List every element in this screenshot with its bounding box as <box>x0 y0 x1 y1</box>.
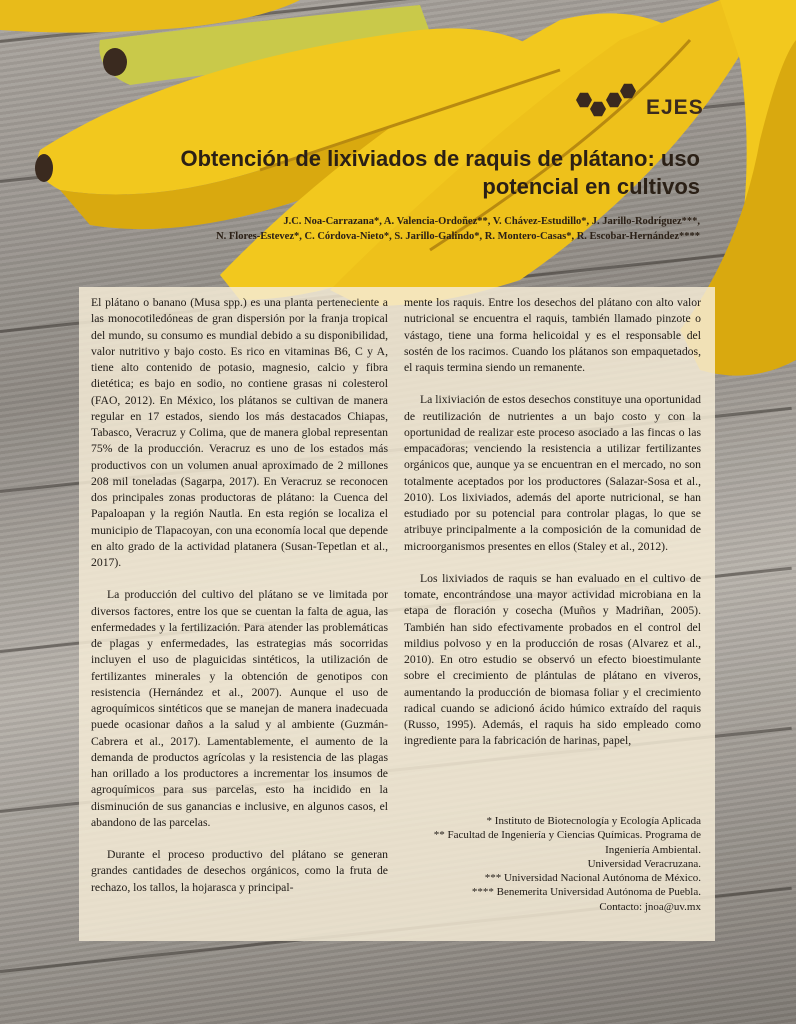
title-line: Obtención de lixiviados de raquis de plátano: uso <box>180 146 700 171</box>
hexagon-icon <box>576 92 592 108</box>
body-paragraph: El plátano o banano (Musa spp.) es una planta perteneciente a las monocotiledóneas de gran dispersión por la franja tropical del mundo, su consumo es mundial debido a su disponibilidad, valor nutritivo y bajo costo. Es rico en vitaminas B6, C y A, tiene alto contenido de potasio, magnesio, calcio y fibra dietética; es bajo en sodio, no contiene grasas ni colesterol (FAO, 2012). En México, los plátanos se cultivan de manera regular en 17 estados, siendo los más destacados Chiapas, Tabasco, Veracruz y Colima, que de manera global representan 75% de la producción. Veracruz es uno de los estados más productivos con un volumen anual aproximado de 2 millones 208 mil toneladas (Sagarpa, 2017). En Veracruz se reconocen dos principales zonas productoras de plátano: la Cuenca del Papaloapan y la región Nautla. En esta región se localiza el municipio de Tlapacoyan, con una economía local que depende en alto grado de la actividad platanera (Susan-Tepetlan et al., 2017). <box>91 296 388 569</box>
author-line: N. Flores-Estevez*, C. Córdova-Nieto*, S. Jarillo-Galindo*, R. Montero-Casas*, R. Escobar-Hernández**** <box>216 231 700 242</box>
affiliation-line: *** Universidad Nacional Autónoma de México. <box>484 872 701 885</box>
affiliation-line: Universidad Veracruzana. <box>587 857 701 870</box>
right-column <box>404 295 701 766</box>
left-column <box>91 295 388 912</box>
author-list <box>80 214 700 244</box>
affiliation-line: * Instituto de Biotecnología y Ecología Aplicada <box>486 815 701 827</box>
journal-logo <box>576 92 706 128</box>
body-paragraph: La lixiviación de estos desechos constituye una oportunidad de reutilización de nutrientes a un bajo costo y con la oportunidad de realizar este proceso asociado a las fincas o las empacadoras; venciendo la resistencia a utilizar fertilizantes orgánicos que, aunque ya se encuentran en el mercado, no son totalmente aceptados por los productores (Salazar-Sosa et al., 2010). Los lixiviados, además del aporte nutricional, se han estudiado por su potencial para controlar plagas, lo que se atribuye principalmente a la composición de la comunidad de microorganismos presentes en ellos (Staley et al., 2012). <box>404 393 701 553</box>
title-line: potencial en cultivos <box>482 174 700 199</box>
body-paragraph: Los lixiviados de raquis se han evaluado en el cultivo de tomate, encontrándose una mayor actividad microbiana en la etapa de floración y cosecha (Muños y Madriñan, 2005). También han sido efectivamente probados en el control del mildius polvoso y en la producción de rosas (Alvarez et al., 2010). En otro estudio se observó un efecto bioestimulante sobre el crecimiento de plántulas de plátano en viveros, aumentando la producción de biomasa foliar y el crecimiento radical cuando se adicionó ácido húmico extraído del raquis (Russo, 1995). Además, el raquis ha sido empleado como ingrediente para la fabricación de harinas, papel, <box>404 571 701 748</box>
affiliation-line: ** Facultad de Ingeniería y Ciencias Químicas. Programa de Ingeniería Ambiental. <box>433 829 701 856</box>
contact-email: Contacto: jnoa@uv.mx <box>599 900 701 913</box>
author-affiliations <box>409 814 701 914</box>
body-paragraph: La producción del cultivo del plátano se ve limitada por diversos factores, entre los que se cuentan la falta de agua, las enfermedades y la fertilización. Para atender las problemáticas de plagas y enfermedades, las estrategias más socorridas incluyen el uso de plaguicidas sintéticos, la utilización de fertilizantes minerales y la obtención de genotipos con resistencia (Hernández et al., 2007). Aunque el uso de agroquímicos sintéticos que se manejan de manera inadecuada puede ocasionar daños a la salud y al ambiente (Guzmán-Cabrera et al., 2017). Lamentablemente, el aumento de la demanda de productos agrícolas y la resistencia de las plagas han orillado a los productores a incrementar los insumos de agroquímicos para sus parcelas, esto ha incidido en la disminución de sus ganancias e inclusive, en algunos casos, el abandono de las parcelas. <box>91 588 388 829</box>
body-paragraph: mente los raquis. Entre los desechos del plátano con alto valor nutricional se encuentra el raquis, también llamado pinzote o vástago, tiene una forma helicoidal y es el responsable del sostén de los racimos. Cuando los plátanos son empaquetados, el raquis termina siendo un remanente. <box>404 296 701 374</box>
journal-logo-text: EJES <box>646 96 704 119</box>
body-paragraph: Durante el proceso productivo del plátano se generan grandes cantidades de desechos orgánicos, como la fruta de rechazo, los tallos, la hojarasca y principal- <box>91 848 388 894</box>
affiliation-line: **** Benemerita Universidad Autónoma de Puebla. <box>471 886 701 899</box>
author-line: J.C. Noa-Carrazana*, A. Valencia-Ordoñez**, V. Chávez-Estudillo*, J. Jarillo-Rodríguez***, <box>283 216 700 227</box>
article-title <box>100 145 700 201</box>
hexagon-icon <box>606 92 622 108</box>
hexagon-icon <box>590 101 606 117</box>
article-body <box>79 287 715 941</box>
